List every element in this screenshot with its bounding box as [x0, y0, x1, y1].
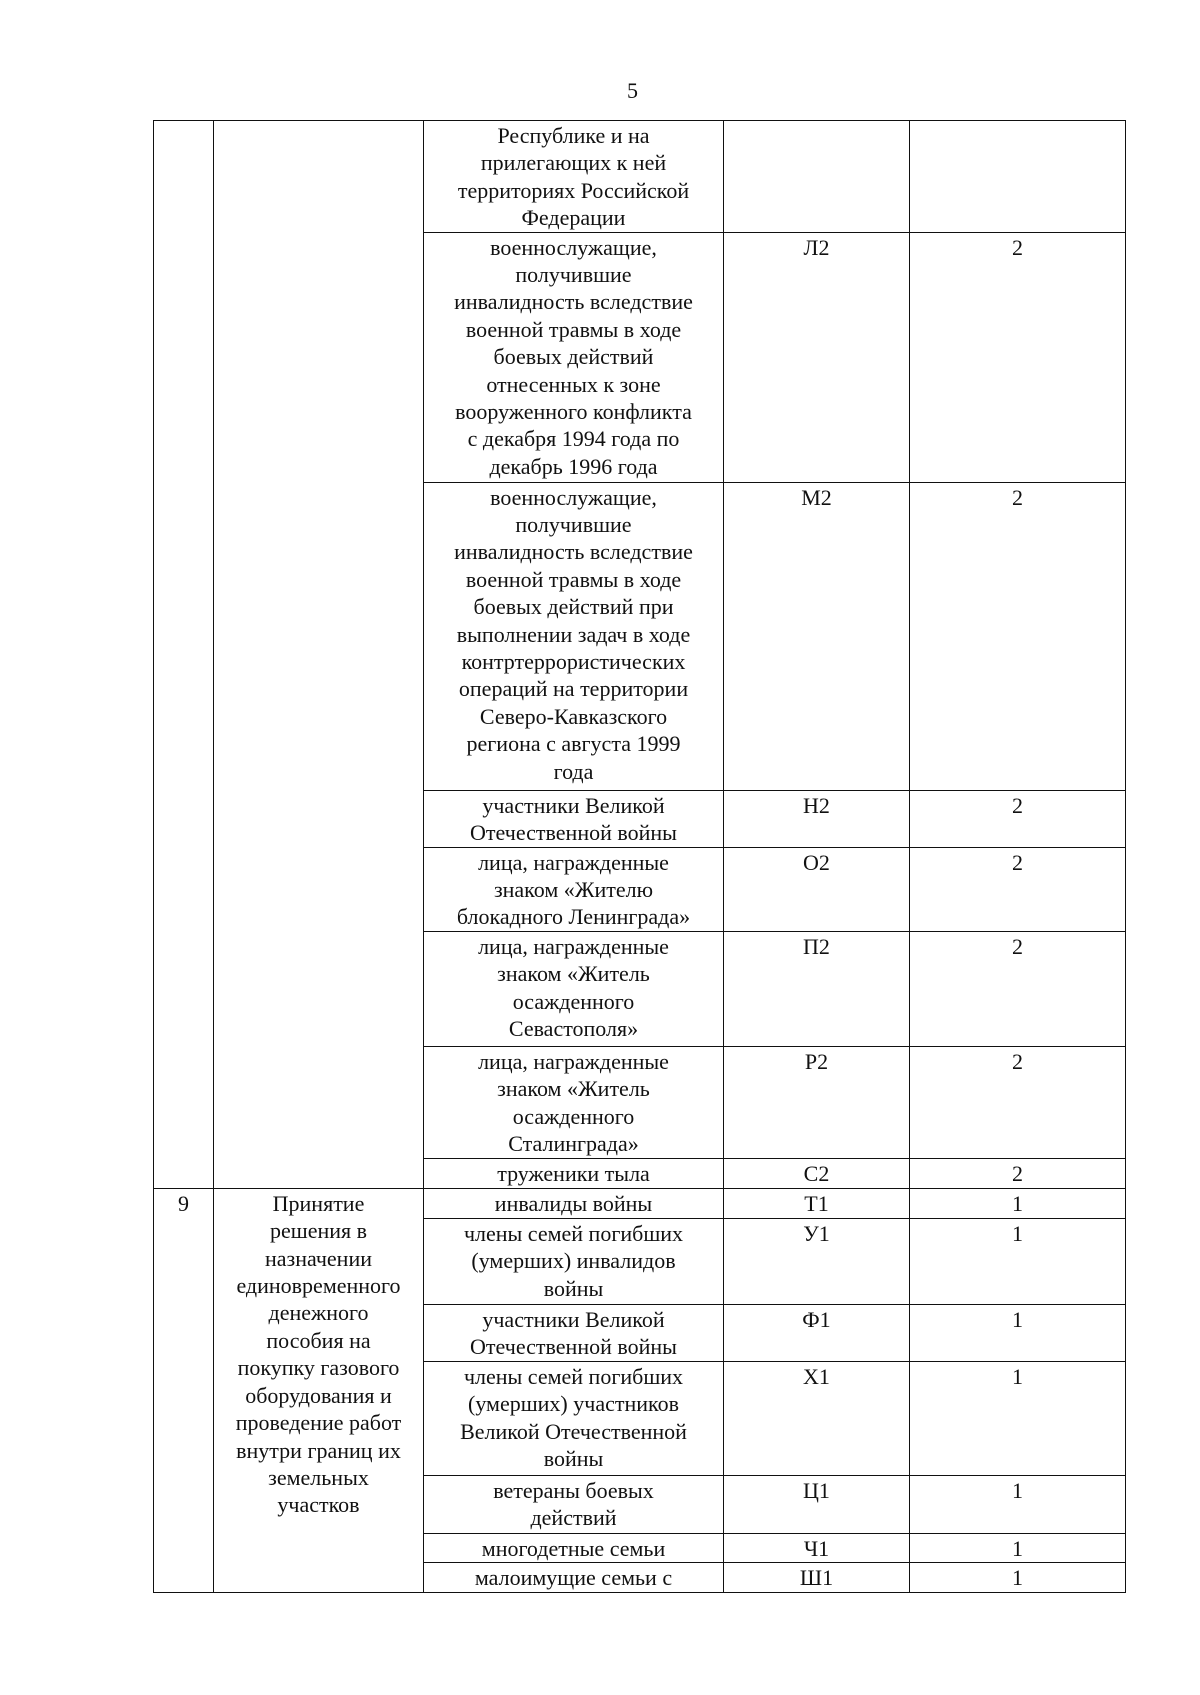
category-text: лица, награжденные знаком «Житель осажденного Севастополя»	[478, 933, 669, 1042]
value-text: 2	[1012, 1048, 1023, 1074]
value-cell	[910, 1361, 1126, 1475]
code-cell	[724, 931, 910, 1046]
code-text: Л2	[803, 234, 830, 260]
value-text: 1	[1012, 1363, 1023, 1389]
category-cell	[424, 931, 724, 1046]
value-cell	[910, 790, 1126, 847]
category-cell	[424, 1218, 724, 1304]
value-text: 2	[1012, 234, 1023, 260]
category-text: члены семей погибших (умерших) инвалидов войны	[463, 1220, 684, 1301]
value-text: 1	[1012, 1535, 1023, 1561]
value-text: 2	[1012, 849, 1023, 875]
value-cell	[910, 931, 1126, 1046]
service-cell	[214, 1188, 424, 1592]
value-text: 2	[1012, 933, 1023, 959]
page-number: 5	[627, 78, 638, 103]
service-text: Принятие решения в назначении единовременного денежного пособия на покупку газового оборудования и проведение работ внутри границ их земельных участков	[235, 1190, 402, 1518]
code-cell	[724, 1046, 910, 1158]
code-text: Ч1	[803, 1535, 830, 1561]
value-cell	[910, 121, 1126, 233]
code-cell	[724, 1304, 910, 1361]
category-text: лица, награжденные знаком «Житель осажденного Сталинграда»	[478, 1048, 669, 1157]
table-row	[154, 121, 1126, 233]
category-cell	[424, 790, 724, 847]
category-cell	[424, 121, 724, 233]
code-text: У1	[803, 1220, 830, 1246]
category-text: военнослужащие, получившие инвалидность вследствие военной травмы в ходе боевых действий при выполнении задач в ходе контртеррористических операций на территории Северо-Кавказского региона с августа 1999 года	[454, 484, 693, 784]
category-text: военнослужащие, получившие инвалидность вследствие военной травмы в ходе боевых действий отнесенных к зоне вооруженного конфликта с декабря 1994 года по декабрь 1996 года	[454, 234, 693, 479]
code-text: П2	[803, 933, 830, 959]
value-text: 2	[1012, 1160, 1023, 1186]
code-text: Ц1	[803, 1477, 830, 1503]
value-cell	[910, 1533, 1126, 1562]
value-cell	[910, 1046, 1126, 1158]
category-text: участники Великой Отечественной войны	[470, 1306, 677, 1360]
category-text: труженики тыла	[497, 1160, 650, 1186]
code-cell	[724, 1475, 910, 1533]
category-cell	[424, 1158, 724, 1188]
value-text: 1	[1012, 1220, 1023, 1246]
code-cell	[724, 847, 910, 931]
row-number-cell	[154, 1188, 214, 1592]
value-text: 2	[1012, 792, 1023, 818]
category-cell	[424, 847, 724, 931]
code-cell	[724, 232, 910, 482]
category-cell	[424, 232, 724, 482]
code-text: Х1	[803, 1363, 830, 1389]
value-cell	[910, 1158, 1126, 1188]
category-text: инвалиды войны	[494, 1190, 653, 1216]
category-text: ветераны боевых действий	[493, 1477, 654, 1531]
value-text: 1	[1012, 1565, 1023, 1591]
category-text: участники Великой Отечественной войны	[470, 792, 677, 846]
value-cell	[910, 1563, 1126, 1592]
category-cell	[424, 1361, 724, 1475]
value-cell	[910, 482, 1126, 790]
value-text: 1	[1012, 1477, 1023, 1503]
category-text: члены семей погибших (умерших) участников Великой Отечественной войны	[460, 1363, 687, 1472]
category-text: Республике и на прилегающих к ней территориях Российской Федерации	[457, 123, 690, 231]
code-cell	[724, 1218, 910, 1304]
value-cell	[910, 1475, 1126, 1533]
category-cell	[424, 1563, 724, 1592]
row-number-cell	[154, 121, 214, 1189]
benefits-table	[153, 120, 1126, 1593]
category-text: лица, награжденные знаком «Жителю блокадного Ленинграда»	[456, 849, 691, 930]
row-number: 9	[178, 1190, 189, 1216]
value-cell	[910, 1304, 1126, 1361]
category-cell	[424, 1475, 724, 1533]
code-text: Н2	[803, 792, 830, 818]
code-cell	[724, 790, 910, 847]
code-text: С2	[803, 1160, 830, 1186]
category-cell	[424, 1188, 724, 1218]
code-cell	[724, 1188, 910, 1218]
code-text: Т1	[804, 1190, 829, 1216]
code-text: М2	[801, 484, 832, 510]
code-cell	[724, 1533, 910, 1562]
service-cell	[214, 121, 424, 1189]
value-text: 1	[1012, 1190, 1023, 1216]
category-cell	[424, 1304, 724, 1361]
category-text: многодетные семьи	[481, 1535, 666, 1561]
value-cell	[910, 232, 1126, 482]
code-cell	[724, 1563, 910, 1592]
code-text: Ф1	[802, 1306, 831, 1332]
value-cell	[910, 847, 1126, 931]
code-cell	[724, 1361, 910, 1475]
category-cell	[424, 482, 724, 790]
table-row	[154, 1188, 1126, 1218]
code-cell	[724, 482, 910, 790]
value-text: 2	[1012, 484, 1023, 510]
value-cell	[910, 1188, 1126, 1218]
code-text: Ш1	[799, 1565, 834, 1591]
value-text: 1	[1012, 1306, 1023, 1332]
code-text: Р2	[804, 1048, 829, 1074]
code-cell	[724, 1158, 910, 1188]
category-cell	[424, 1046, 724, 1158]
code-cell	[724, 121, 910, 233]
category-cell	[424, 1533, 724, 1562]
code-text: О2	[803, 849, 830, 875]
category-text: малоимущие семьи с	[474, 1565, 673, 1591]
value-cell	[910, 1218, 1126, 1304]
